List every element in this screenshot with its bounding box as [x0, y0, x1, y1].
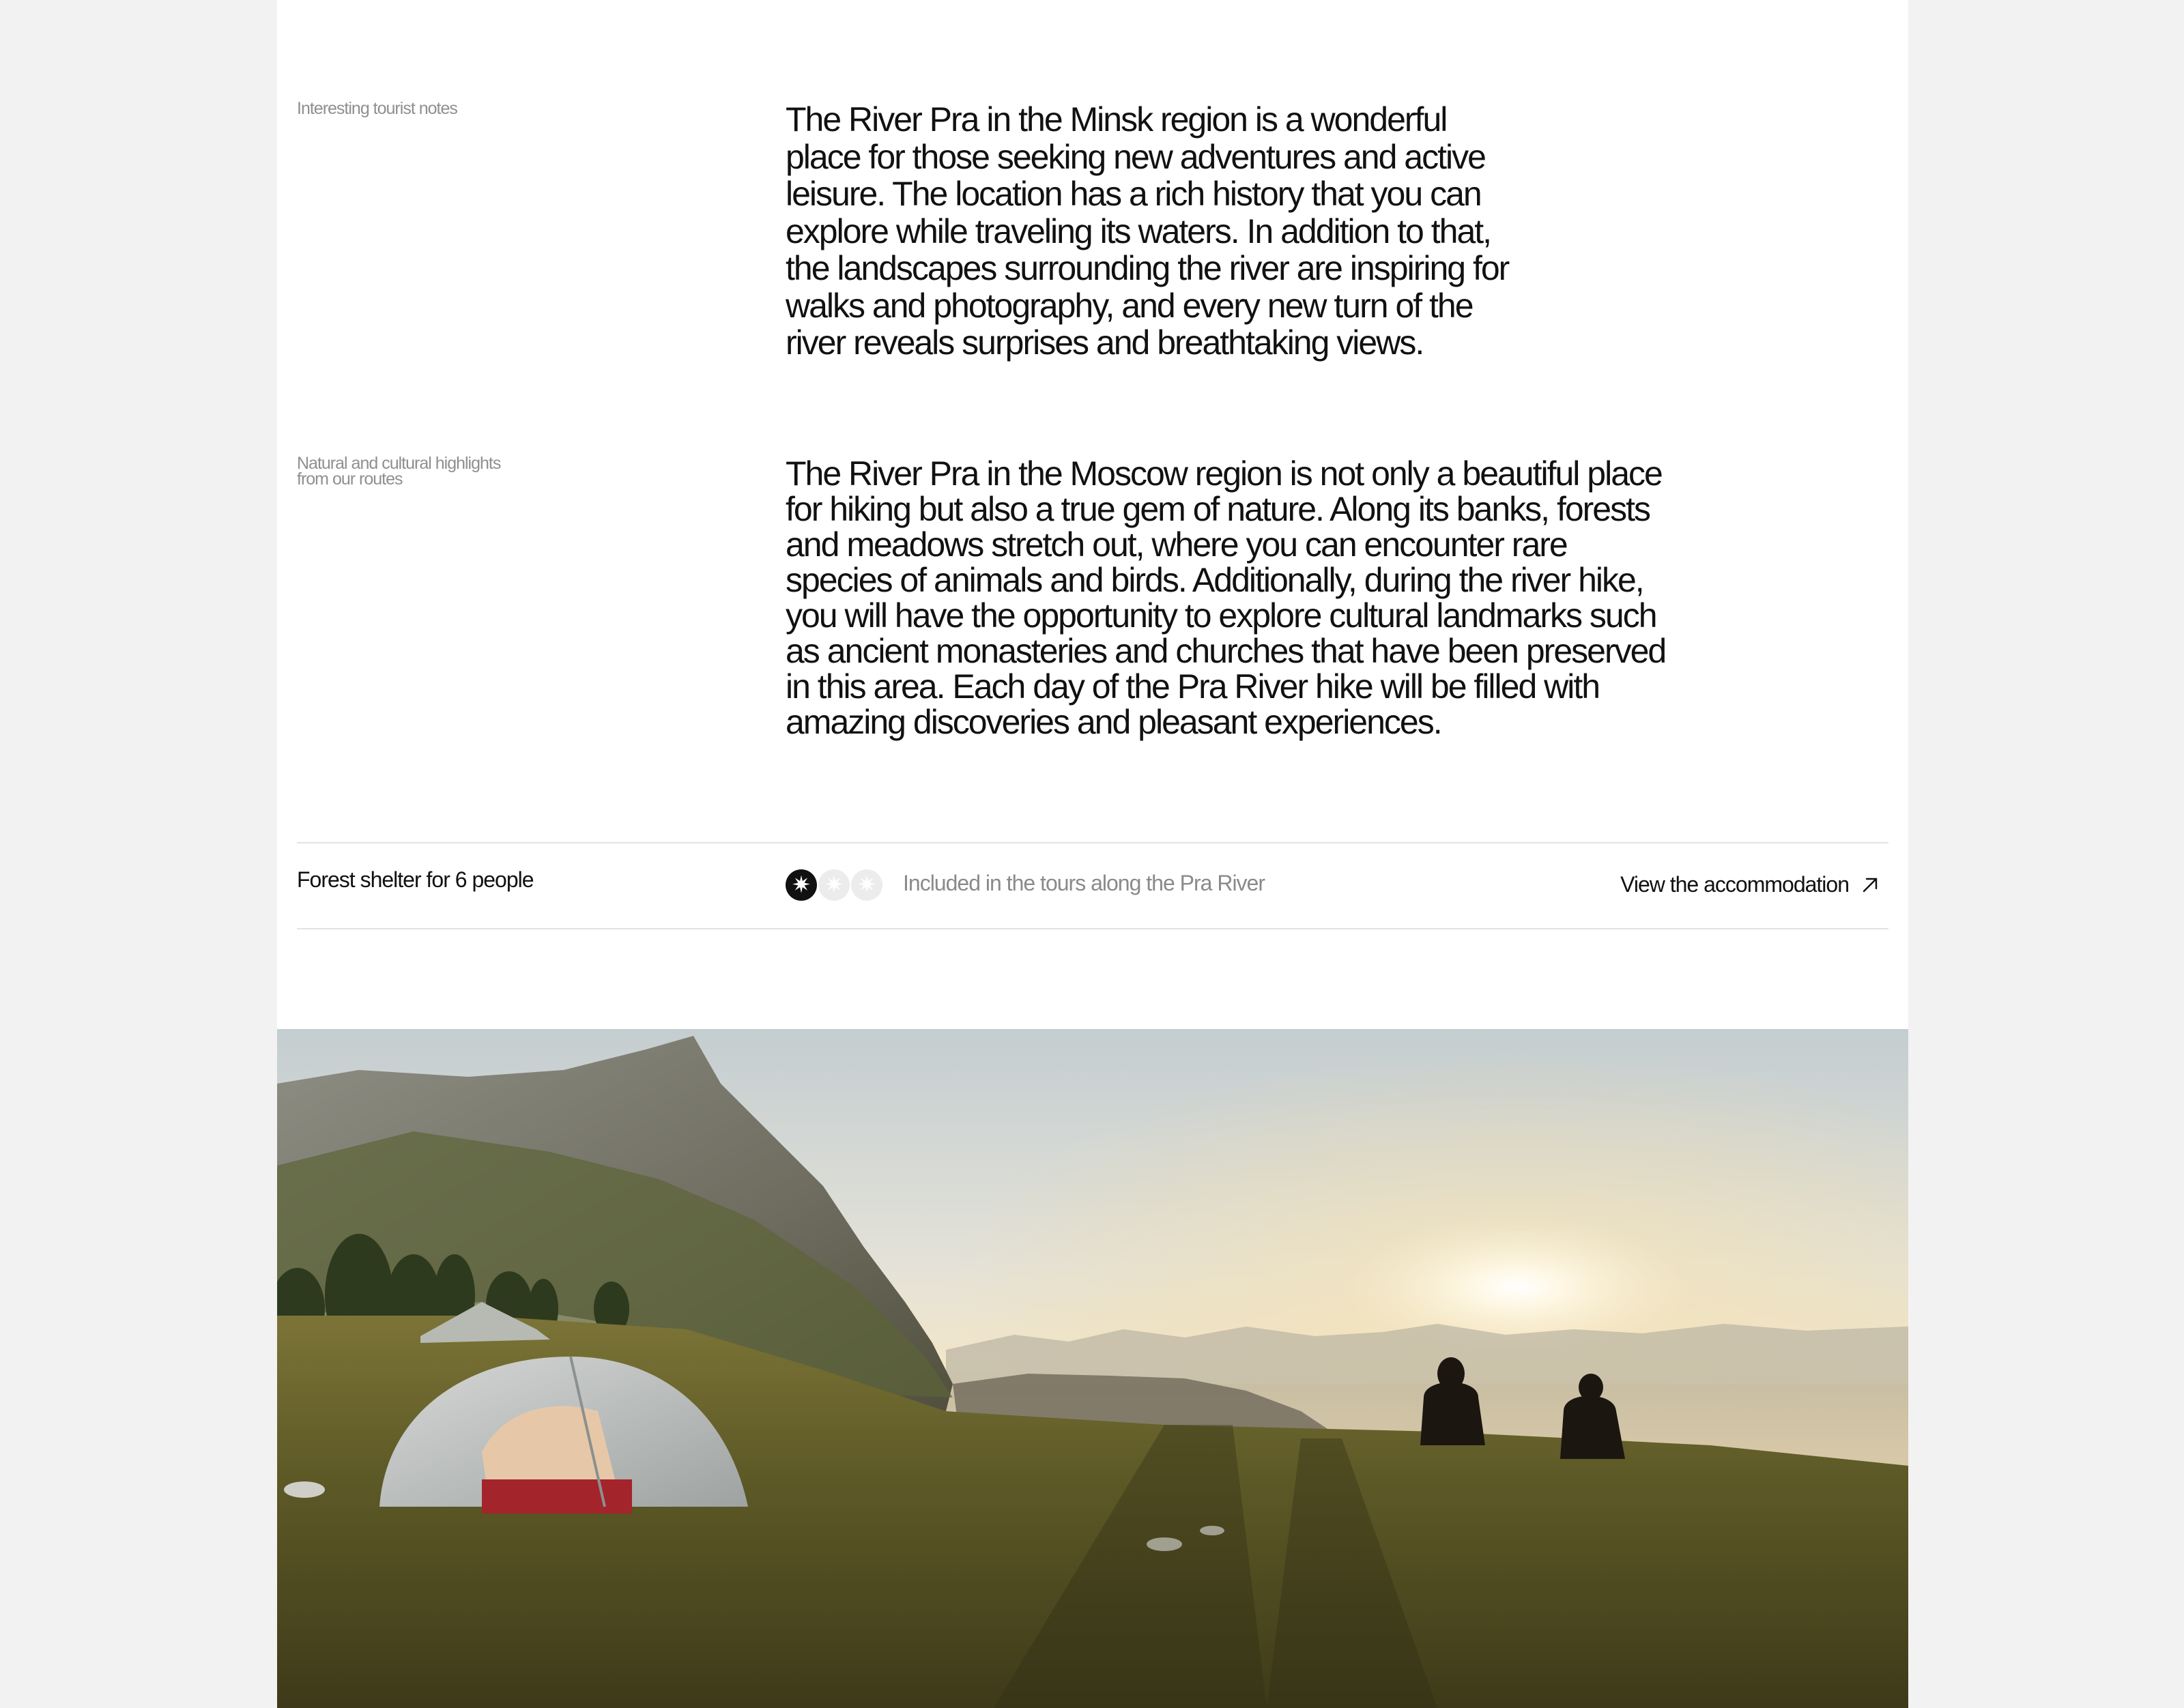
accommodation-note: Included in the tours along the Pra River [903, 871, 1265, 895]
star-icon: ✷ [786, 869, 817, 901]
view-accommodation-label: View the accommodation [1620, 872, 1849, 897]
accommodation-strip [297, 842, 1888, 929]
camping-landscape-image [277, 1029, 1908, 1708]
page [277, 0, 1908, 1708]
star-icon: ✷ [851, 869, 882, 901]
star-icon: ✷ [818, 869, 850, 901]
accommodation-title: Forest shelter for 6 people [297, 867, 534, 892]
section-label: Natural and cultural highlights from our routes [297, 454, 501, 489]
section-label: Interesting tourist notes [297, 99, 457, 118]
section-body: The River Pra in the Minsk region is a wonderful place for those seeking new adventures and active leisure. The location has a rich history that you can explore while traveling its waters. In addition to that, the landscapes surrounding the river are inspiring for walks and photography, and every new turn of the river reveals surprises and breathtaking views. [786, 100, 1509, 362]
view-accommodation-link[interactable] [1620, 872, 1879, 897]
accommodation-rating [786, 869, 882, 902]
section-body: The River Pra in the Moscow region is not only a beautiful place for hiking but also a true gem of nature. Along its banks, forests and meadows stretch out, where you can encounter rare species of animals and birds. Additionally, during the river hike, you will have the opportunity to explore cultural landmarks such as ancient monasteries and churches that have been preserved in this area. Each day of the Pra River hike will be filled with amazing discoveries and pleasant experiences. [786, 454, 1666, 741]
arrow-up-right-icon [1861, 876, 1879, 894]
